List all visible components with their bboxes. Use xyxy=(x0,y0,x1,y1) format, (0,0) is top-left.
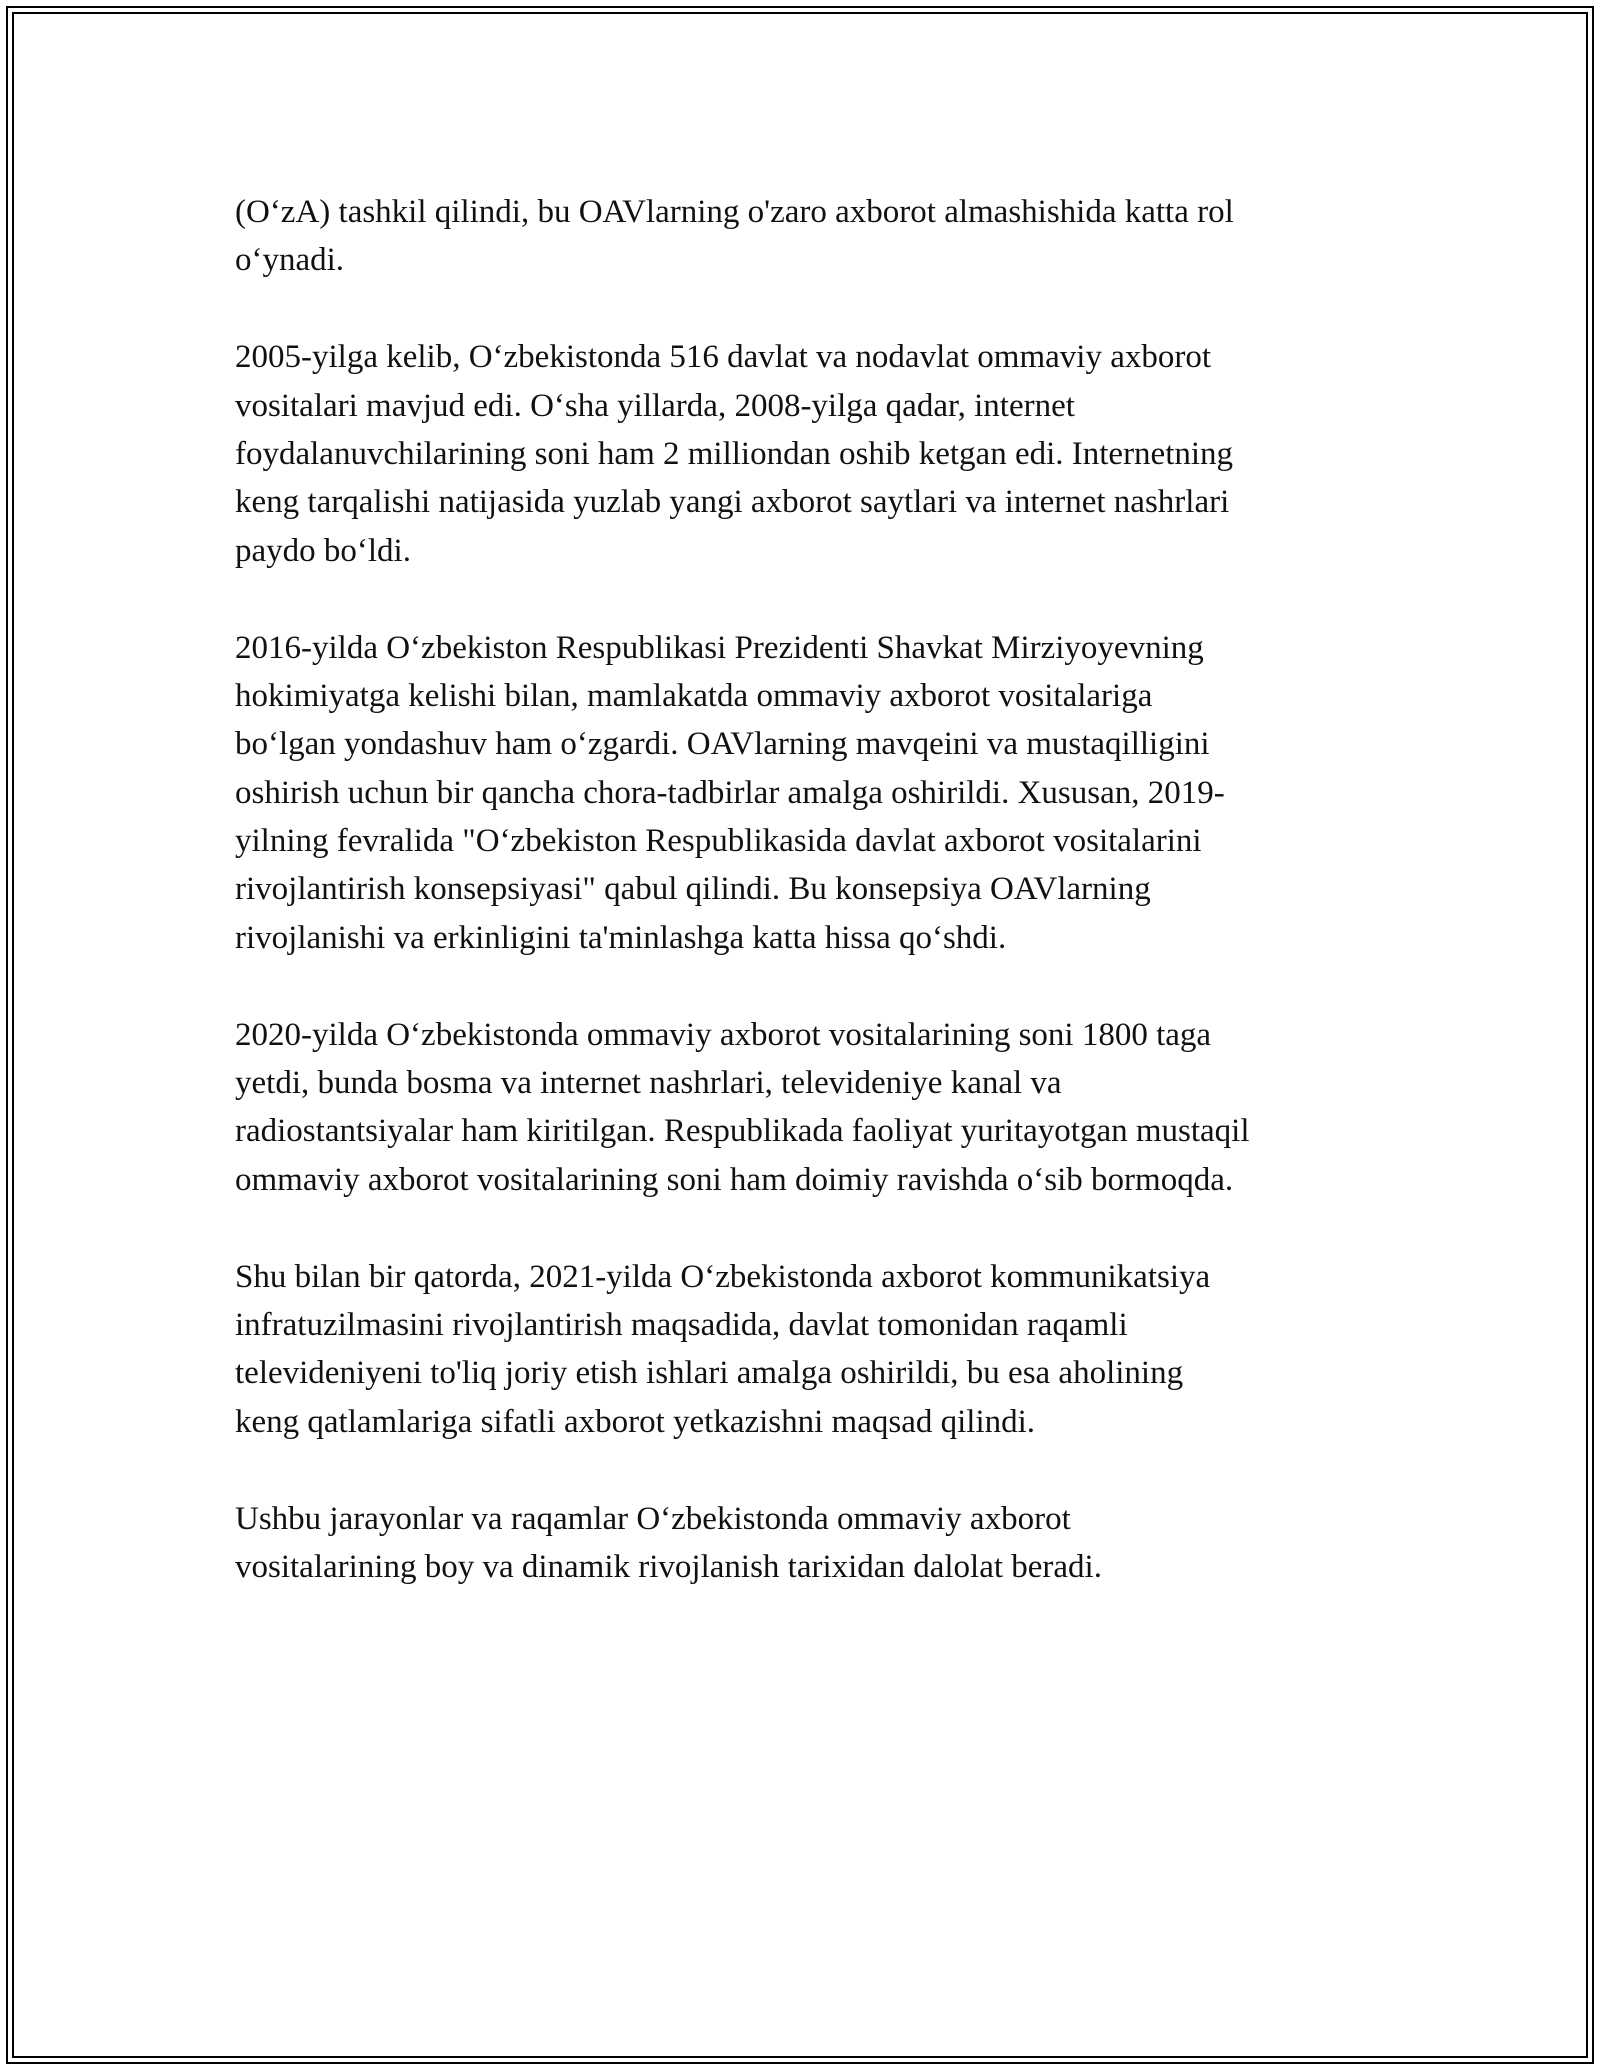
text-line: vositalarining boy va dinamik rivojlanish tarixidan dalolat beradi. xyxy=(235,1548,1102,1585)
text-line: infratuzilmasini rivojlantirish maqsadida, davlat tomonidan raqamli xyxy=(235,1306,1128,1343)
text-line: oshirish uchun bir qancha chora-tadbirlar amalga oshirildi. Xususan, 2019- xyxy=(235,774,1225,811)
paragraph-2020 xyxy=(235,1011,1375,1205)
paragraph-2021 xyxy=(235,1253,1375,1447)
text-line: vositalari mavjud edi. O‘sha yillarda, 2008-yilga qadar, internet xyxy=(235,387,1075,424)
text-line: o‘ynadi. xyxy=(235,242,345,279)
text-line: keng tarqalishi natijasida yuzlab yangi axborot saytlari va internet nashrlari xyxy=(235,484,1230,521)
text-line: hokimiyatga kelishi bilan, mamlakatda ommaviy axborot vositalariga xyxy=(235,677,1153,714)
text-line: paydo bo‘ldi. xyxy=(235,532,411,569)
paragraph-conclusion xyxy=(235,1495,1375,1592)
text-line: Ushbu jarayonlar va raqamlar O‘zbekistonda ommaviy axborot xyxy=(235,1500,1071,1537)
text-line: keng qatlamlariga sifatli axborot yetkazishni maqsad qilindi. xyxy=(235,1403,1036,1440)
text-line: yilning fevralida "O‘zbekiston Respublikasida davlat axborot vositalarini xyxy=(235,823,1202,860)
text-line: ommaviy axborot vositalarining soni ham doimiy ravishda o‘sib bormoqda. xyxy=(235,1161,1234,1198)
text-line: foydalanuvchilarining soni ham 2 milliondan oshib ketgan edi. Internetning xyxy=(235,435,1234,472)
text-line: 2005-yilga kelib, O‘zbekistonda 516 davlat va nodavlat ommaviy axborot xyxy=(235,339,1212,376)
text-line: rivojlantirish konsepsiyasi" qabul qilindi. Bu konsepsiya OAVlarning xyxy=(235,871,1151,908)
text-line: 2020-yilda O‘zbekistonda ommaviy axborot vositalarining soni 1800 taga xyxy=(235,1016,1212,1053)
paragraph-2005 xyxy=(235,333,1375,575)
document-body xyxy=(235,188,1375,1640)
text-line: Shu bilan bir qatorda, 2021-yilda O‘zbekistonda axborot kommunikatsiya xyxy=(235,1258,1211,1295)
text-line: radiostantsiyalar ham kiritilgan. Respublikada faoliyat yuritayotgan mustaqil xyxy=(235,1113,1250,1150)
text-line: televideniyeni to'liq joriy etish ishlari amalga oshirildi, bu esa aholining xyxy=(235,1355,1184,1392)
text-line: 2016-yilda O‘zbekiston Respublikasi Prezidenti Shavkat Mirziyoyevning xyxy=(235,629,1204,666)
text-line: (O‘zA) tashkil qilindi, bu OAVlarning o'zaro axborot almashishida katta rol xyxy=(235,194,1234,230)
paragraph-2016 xyxy=(235,624,1375,963)
paragraph-oza xyxy=(235,188,1375,285)
text-line: yetdi, bunda bosma va internet nashrlari, televideniye kanal va xyxy=(235,1065,1062,1102)
text-line: bo‘lgan yondashuv ham o‘zgardi. OAVlarning mavqeini va mustaqilligini xyxy=(235,726,1210,763)
text-line: rivojlanishi va erkinligini ta'minlashga katta hissa qo‘shdi. xyxy=(235,919,1007,956)
